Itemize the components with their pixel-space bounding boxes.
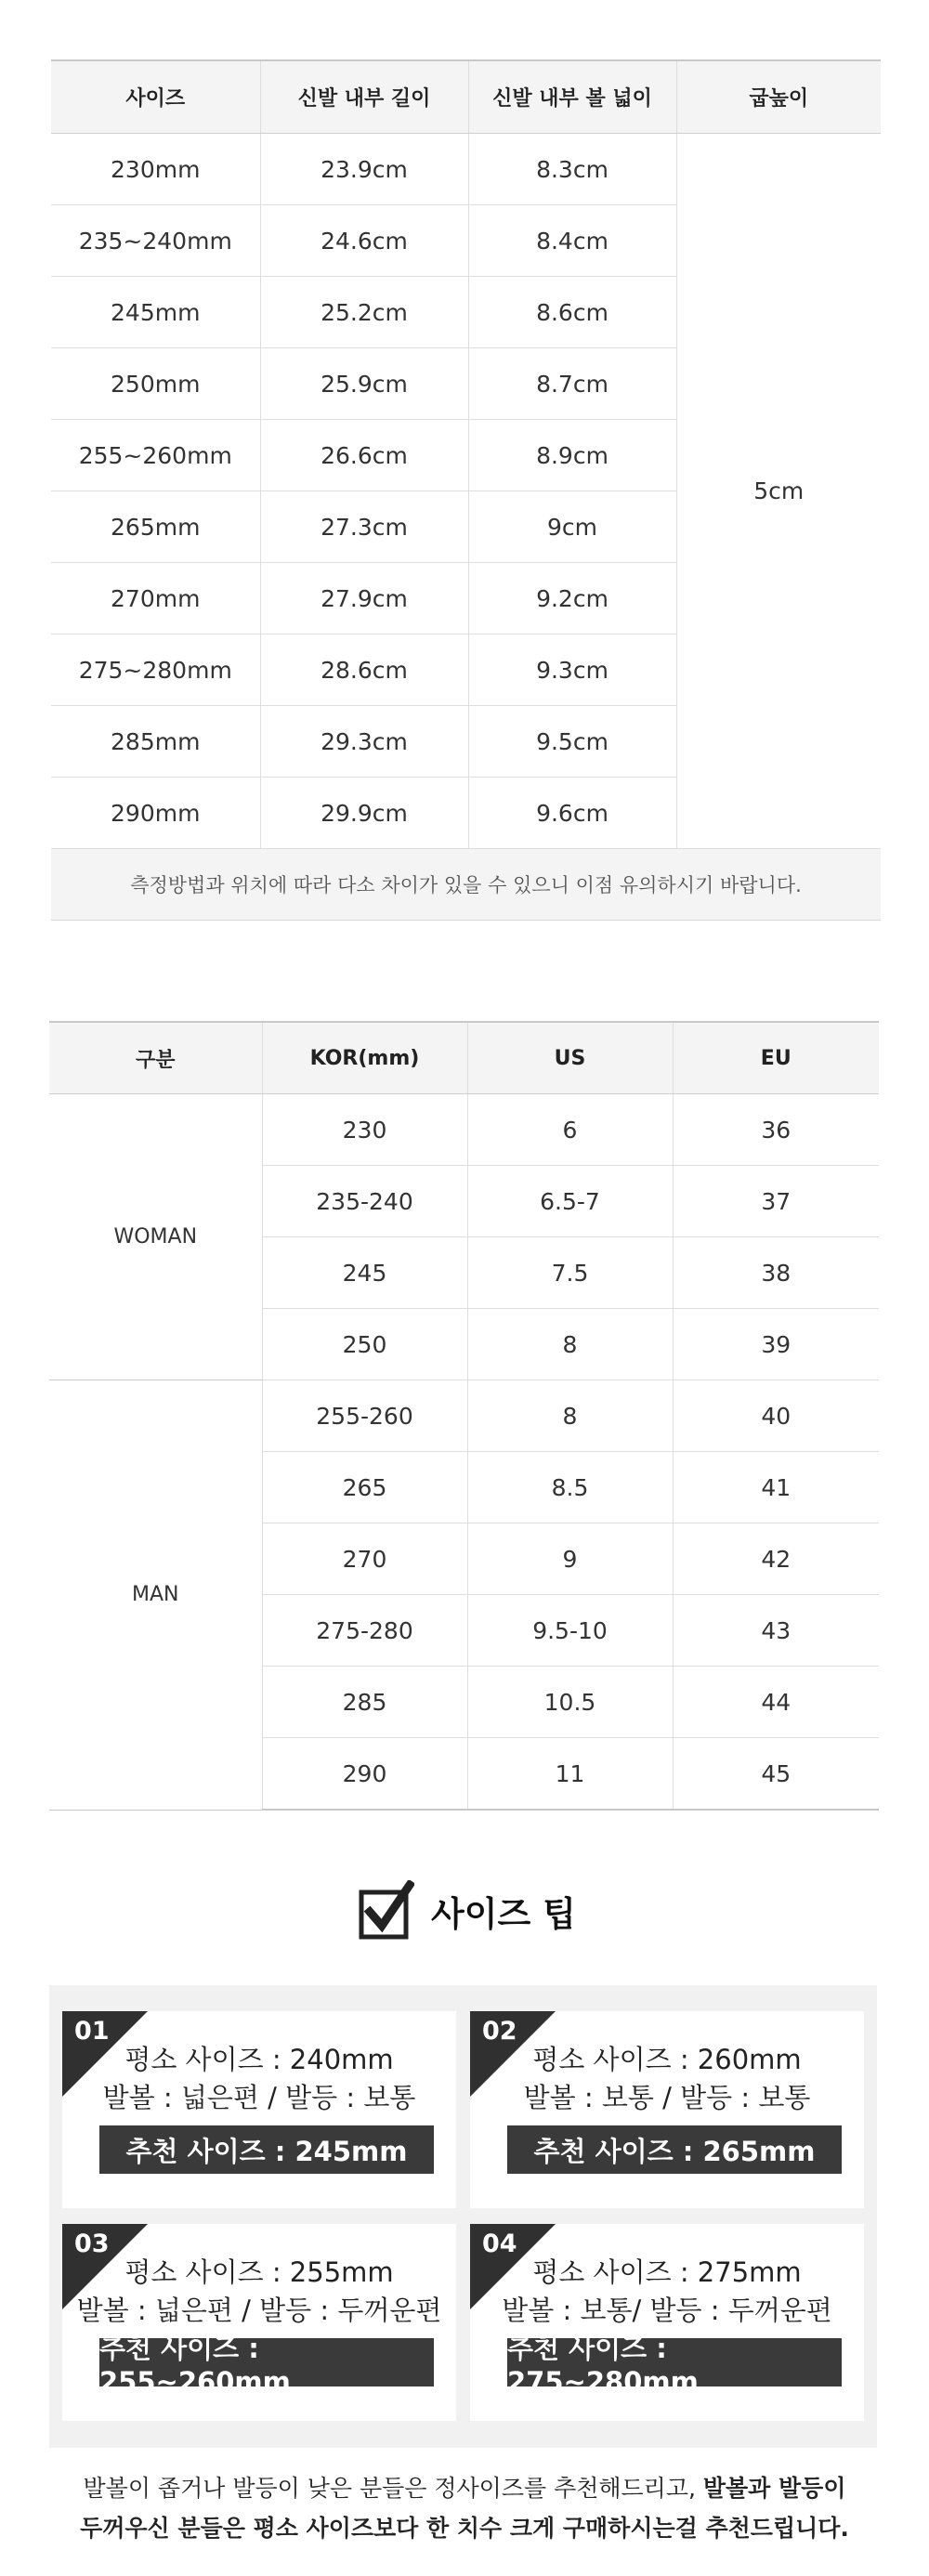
usual-size: 평소 사이즈 : 240mm — [124, 2044, 394, 2075]
eu-cell: 43 — [673, 1595, 879, 1667]
us-cell: 8 — [467, 1309, 673, 1380]
tip-card — [62, 2011, 456, 2208]
size-conversion-table — [49, 1021, 879, 1811]
length-cell: 24.6cm — [260, 205, 468, 277]
recommended-size: 추천 사이즈 : 265mm — [507, 2125, 842, 2174]
advice-normal-text: 발볼이 좁거나 발등이 낮은 분들은 정사이즈를 추천해드리고, — [83, 2475, 703, 2502]
length-cell: 29.3cm — [260, 706, 468, 778]
size-cell: 285mm — [51, 706, 260, 778]
size-cell: 275~280mm — [51, 634, 260, 706]
us-cell: 11 — [467, 1738, 673, 1811]
width-cell: 8.6cm — [468, 277, 676, 348]
length-cell: 29.9cm — [260, 778, 468, 849]
width-cell: 9.5cm — [468, 706, 676, 778]
eu-cell: 45 — [673, 1738, 879, 1811]
length-cell: 25.9cm — [260, 348, 468, 420]
us-cell: 10.5 — [467, 1667, 673, 1738]
us-cell: 9.5-10 — [467, 1595, 673, 1667]
header-heel-height: 굽높이 — [676, 60, 881, 134]
length-cell: 25.2cm — [260, 277, 468, 348]
table-row — [49, 1380, 879, 1452]
kor-cell: 255-260 — [262, 1380, 467, 1452]
header-inner-width: 신발 내부 볼 넓이 — [468, 60, 676, 134]
note-row — [51, 849, 881, 921]
kor-cell: 245 — [262, 1237, 467, 1309]
foot-shape: 발볼 : 넓은편 / 발등 : 두꺼운편 — [76, 2295, 442, 2326]
header-inner-length: 신발 내부 길이 — [260, 60, 468, 134]
foot-shape: 발볼 : 넓은편 / 발등 : 보통 — [102, 2082, 416, 2113]
recommended-size: 추천 사이즈 : 275~280mm — [507, 2338, 842, 2386]
heel-height-cell: 5cm — [676, 134, 881, 849]
card-number: 03 — [74, 2229, 110, 2258]
measurement-note: 측정방법과 위치에 따라 다소 차이가 있을 수 있으니 이점 유의하시기 바랍니다. — [51, 849, 881, 921]
header-us: US — [467, 1022, 673, 1094]
kor-cell: 265 — [262, 1452, 467, 1523]
width-cell: 9cm — [468, 491, 676, 563]
us-cell: 9 — [467, 1523, 673, 1595]
inner-size-table — [51, 59, 881, 921]
kor-cell: 290 — [262, 1738, 467, 1811]
header-size: 사이즈 — [51, 60, 260, 134]
header-kor: KOR(mm) — [262, 1022, 467, 1094]
eu-cell: 40 — [673, 1380, 879, 1452]
eu-cell: 36 — [673, 1094, 879, 1166]
length-cell: 23.9cm — [260, 134, 468, 205]
size-cell: 265mm — [51, 491, 260, 563]
advice-line-1 — [0, 2468, 929, 2508]
eu-cell: 44 — [673, 1667, 879, 1738]
us-cell: 6.5-7 — [467, 1166, 673, 1237]
eu-cell: 42 — [673, 1523, 879, 1595]
tip-card — [470, 2011, 864, 2208]
width-cell: 8.7cm — [468, 348, 676, 420]
size-cell: 235~240mm — [51, 205, 260, 277]
eu-cell: 39 — [673, 1309, 879, 1380]
recommended-size: 추천 사이즈 : 245mm — [99, 2125, 434, 2174]
size-tip-title: 사이즈 팁 — [431, 1894, 576, 1934]
length-cell: 27.3cm — [260, 491, 468, 563]
card-number: 01 — [74, 2017, 110, 2046]
width-cell: 8.9cm — [468, 420, 676, 491]
eu-cell: 38 — [673, 1237, 879, 1309]
kor-cell: 285 — [262, 1667, 467, 1738]
us-cell: 8.5 — [467, 1452, 673, 1523]
table-header-row — [49, 1022, 879, 1094]
width-cell: 9.3cm — [468, 634, 676, 706]
width-cell: 9.2cm — [468, 563, 676, 634]
size-cell: 245mm — [51, 277, 260, 348]
us-cell: 8 — [467, 1380, 673, 1452]
size-tip-heading — [359, 1876, 576, 1945]
kor-cell: 235-240 — [262, 1166, 467, 1237]
checkbox-check-icon — [359, 1880, 414, 1942]
man-group-label: MAN — [49, 1380, 262, 1811]
header-category: 구분 — [49, 1022, 262, 1094]
width-cell: 8.4cm — [468, 205, 676, 277]
length-cell: 26.6cm — [260, 420, 468, 491]
table-header-row — [51, 60, 881, 134]
width-cell: 8.3cm — [468, 134, 676, 205]
card-number: 02 — [482, 2017, 517, 2046]
size-advice-text — [0, 2468, 929, 2548]
us-cell: 6 — [467, 1094, 673, 1166]
tip-card — [62, 2224, 456, 2421]
advice-bold-text: 발볼과 발등이 — [702, 2475, 846, 2502]
usual-size: 평소 사이즈 : 255mm — [124, 2256, 394, 2288]
table-row — [49, 1094, 879, 1166]
foot-shape: 발볼 : 보통/ 발등 : 두꺼운편 — [502, 2295, 832, 2326]
kor-cell: 250 — [262, 1309, 467, 1380]
size-cell: 230mm — [51, 134, 260, 205]
length-cell: 28.6cm — [260, 634, 468, 706]
size-cell: 255~260mm — [51, 420, 260, 491]
usual-size: 평소 사이즈 : 275mm — [532, 2256, 802, 2288]
width-cell: 9.6cm — [468, 778, 676, 849]
size-cell: 250mm — [51, 348, 260, 420]
us-cell: 7.5 — [467, 1237, 673, 1309]
eu-cell: 37 — [673, 1166, 879, 1237]
woman-group-label: WOMAN — [49, 1094, 262, 1380]
card-number: 04 — [482, 2229, 517, 2258]
length-cell: 27.9cm — [260, 563, 468, 634]
table-row — [51, 134, 881, 205]
header-eu: EU — [673, 1022, 879, 1094]
size-tip-panel — [49, 1985, 877, 2448]
size-cell: 270mm — [51, 563, 260, 634]
advice-line-2 — [0, 2508, 929, 2548]
advice-bold-text: 두꺼우신 분들은 평소 사이즈보다 한 치수 크게 구매하시는걸 추천드립니다. — [80, 2515, 849, 2542]
recommended-size: 추천 사이즈 : 255~260mm — [99, 2338, 434, 2386]
kor-cell: 275-280 — [262, 1595, 467, 1667]
tip-card — [470, 2224, 864, 2421]
size-cell: 290mm — [51, 778, 260, 849]
eu-cell: 41 — [673, 1452, 879, 1523]
foot-shape: 발볼 : 보통 / 발등 : 보통 — [523, 2082, 811, 2113]
usual-size: 평소 사이즈 : 260mm — [532, 2044, 802, 2075]
kor-cell: 230 — [262, 1094, 467, 1166]
kor-cell: 270 — [262, 1523, 467, 1595]
